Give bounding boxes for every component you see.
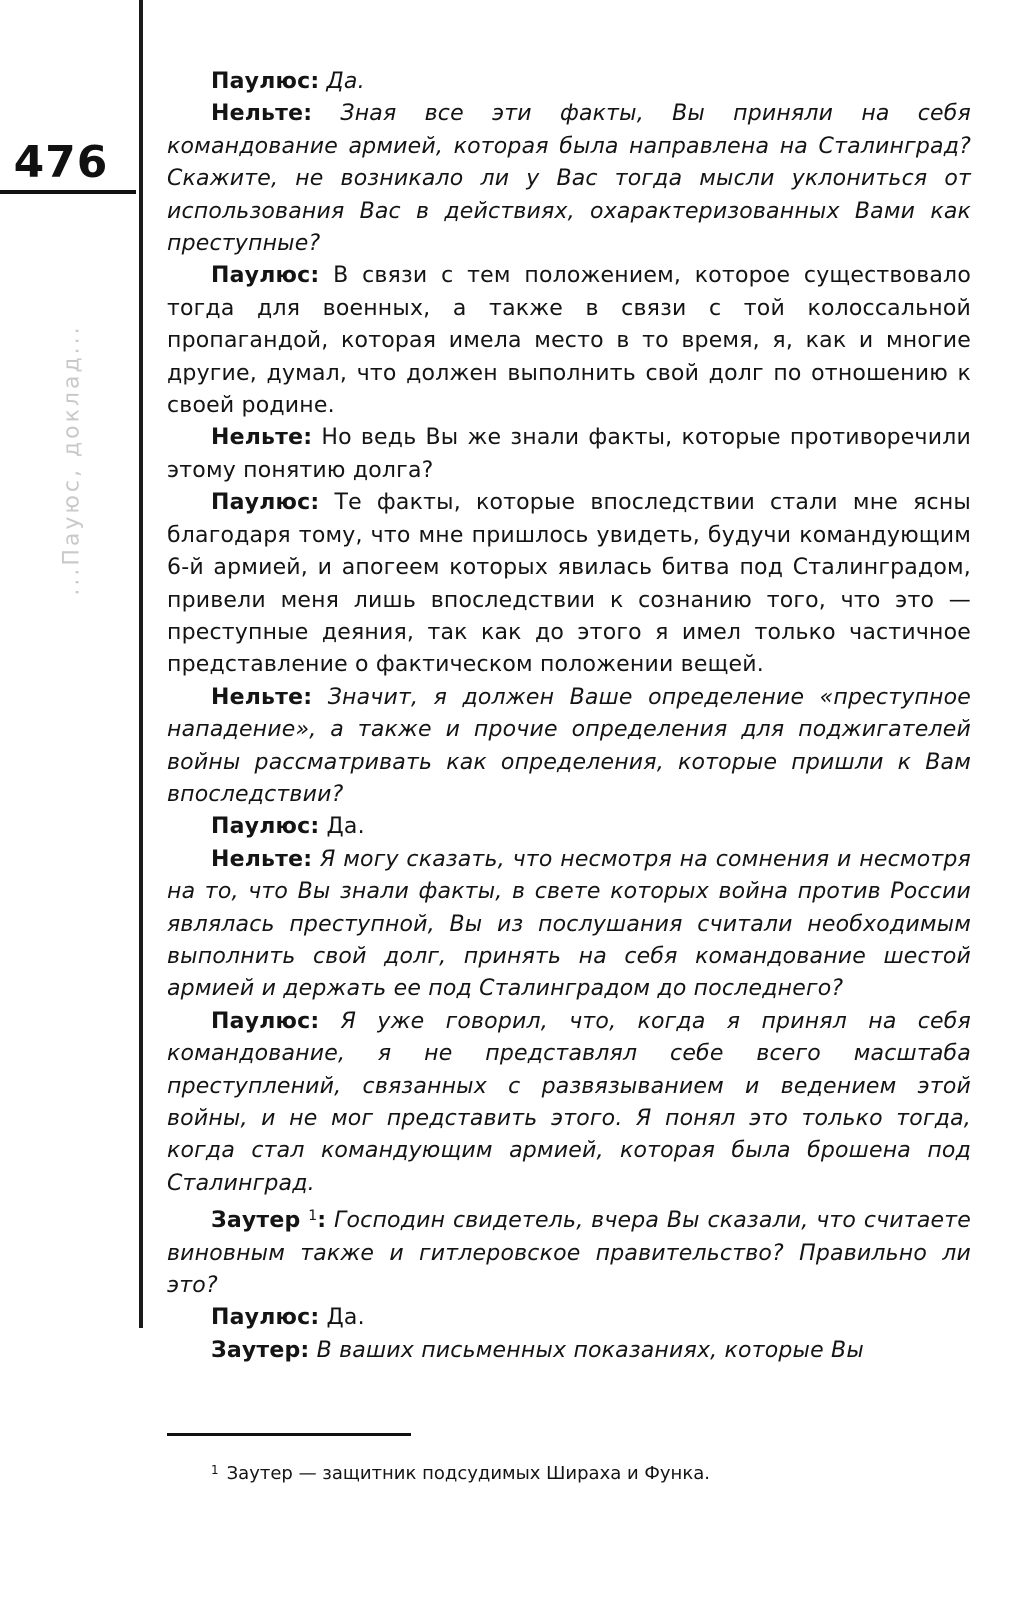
footnote-mark: 1 [211,1463,219,1477]
dialogue-paragraph [167,811,971,843]
dialogue-paragraph [167,422,971,487]
speaker-colon: : [317,1208,327,1234]
speaker-name: Паулюс: [211,1305,320,1331]
margin-bleed-text: ...Пауюс, доклад... [59,324,85,596]
footnote-separator [167,1433,411,1436]
speaker-name: Нельте: [211,684,313,710]
speaker-name: Заутер [211,1208,301,1234]
dialogue-paragraph [167,1335,971,1367]
speech-text: Зная все эти факты, Вы приняли на себя командование армией, которая была направлена на Сталинград? Скажите, не возникало ли у Вас тогда мысли уклониться от использования Вас в действиях, охарактеризованных Вами как преступные? [167,101,971,257]
speech-text: В связи с тем положением, которое существовало тогда для военных, а также в связи с той колоссальной пропагандой, которая имела место в то время, я, как и многие другие, думал, что должен выполнить свой долг по отношению к своей родине. [167,263,971,419]
speech-text: Да. [326,814,365,840]
speaker-name: Паулюс: [211,490,320,516]
dialogue-paragraph [167,682,971,812]
dialogue-paragraph [167,1200,971,1302]
dialogue-paragraph [167,98,971,260]
footnote-text: Заутер — защитник подсудимых Шираха и Функа. [226,1463,710,1484]
dialogue-paragraph [167,1006,971,1200]
dialogue-body [167,66,971,1367]
dialogue-paragraph [167,487,971,681]
page-number: 476 [13,137,109,188]
dialogue-paragraph [167,260,971,422]
margin-vertical-rule [139,0,143,1328]
speech-text: Господин свидетель, вчера Вы сказали, что считаете виновным также и гитлеровское правительство? Правильно ли это? [167,1208,971,1299]
speaker-name: Паулюс: [211,263,320,289]
speech-text: В ваших письменных показаниях, которые Вы [316,1337,864,1363]
speech-text: Да. [326,69,365,94]
speech-text: Я могу сказать, что несмотря на сомнения и несмотря на то, что Вы знали факты, в свете которых война против России являлась преступной, Вы из послушания считали необходимым выполнить свой долг, принять на себя командование шестой армией и держать ее под Сталинградом до последнего? [167,846,971,1002]
dialogue-paragraph [167,66,971,98]
speaker-name: Заутер: [211,1337,310,1363]
footnote-reference: 1 [308,1208,318,1225]
speaker-name: Нельте: [211,846,313,872]
dialogue-paragraph [167,844,971,1006]
speaker-name: Нельте: [211,425,313,451]
speech-text: Те факты, которые впоследствии стали мне ясны благодаря тому, что мне пришлось увидеть, будучи командующим 6-й армией, и апогеем которых явилась битва под Сталинградом, привели меня лишь впоследствии к сознанию того, что это — преступные деяния, так как до этого я имел только частичное представление о фактическом положении вещей. [167,490,971,678]
page-number-underline [0,190,136,194]
speaker-name: Нельте: [211,101,313,127]
speaker-name: Паулюс: [211,69,320,94]
speech-text: Да. [326,1305,365,1331]
dialogue-paragraph [167,1302,971,1334]
speaker-name: Паулюс: [211,1008,320,1034]
footnote [211,1458,971,1486]
speech-text: Но ведь Вы же знали факты, которые противоречили этому понятию долга? [167,425,971,483]
speaker-name: Паулюс: [211,814,320,840]
speech-text: Значит, я должен Ваше определение «преступное нападение», а также и прочие определения для поджигателей войны рассматривать как определения, которые пришли к Вам впоследствии? [167,684,971,807]
speech-text: Я уже говорил, что, когда я принял на себя командование, я не представлял себе всего масштаба преступлений, связанных с развязыванием и ведением этой войны, и не мог представить этого. Я понял это только тогда, когда стал командующим армией, которая была брошена под Сталинград. [167,1008,971,1196]
